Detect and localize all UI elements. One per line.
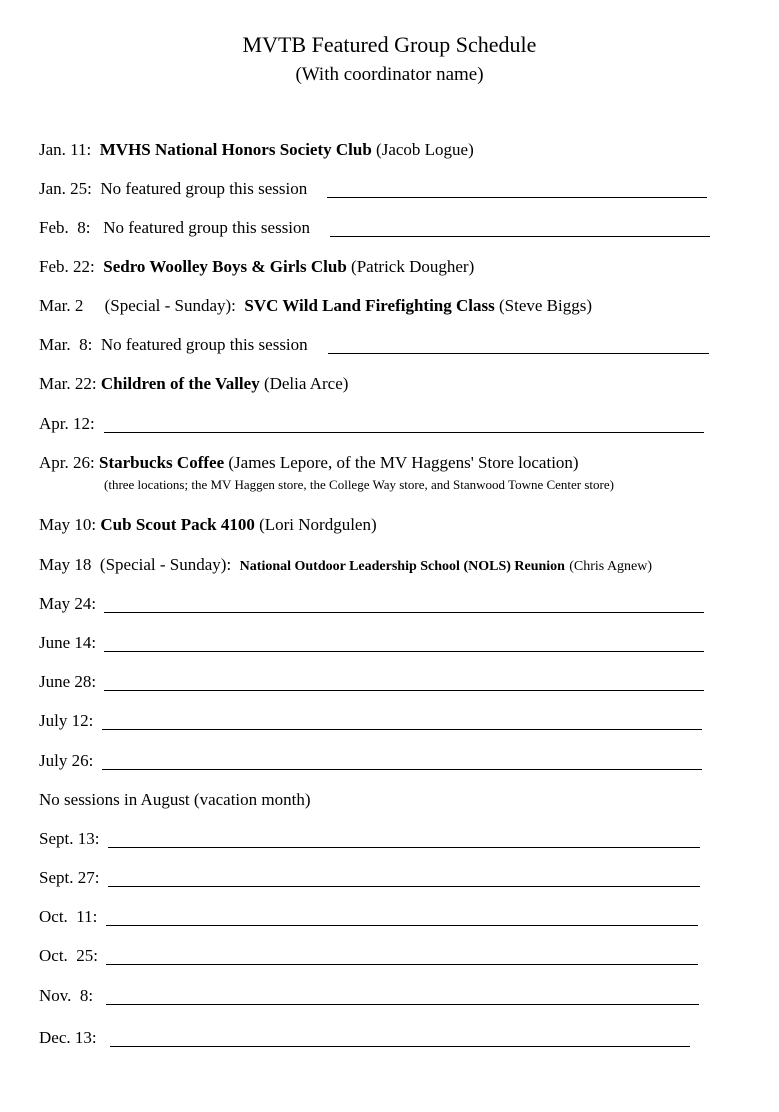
schedule-entry bbox=[39, 1028, 97, 1048]
blank-line bbox=[102, 769, 702, 770]
entry-date: Feb. 22: bbox=[39, 257, 95, 276]
entry-date: Jan. 11: bbox=[39, 140, 92, 159]
entry-date: Oct. 11: bbox=[39, 907, 98, 926]
schedule-entry bbox=[39, 555, 652, 575]
blank-line bbox=[330, 236, 710, 237]
entry-group: National Outdoor Leadership School (NOLS) Reunion bbox=[239, 559, 565, 574]
blank-line bbox=[108, 886, 700, 887]
entry-date: Mar. 2 bbox=[39, 296, 84, 315]
entry-date: May 18 bbox=[39, 555, 92, 574]
entry-date: Nov. 8: bbox=[39, 986, 94, 1005]
blank-line bbox=[106, 1004, 699, 1005]
entry-coordinator: (James Lepore, of the MV Haggens' Store location) bbox=[228, 453, 579, 472]
entry-coordinator: (Jacob Logue) bbox=[376, 140, 474, 159]
schedule-entry bbox=[39, 296, 592, 316]
schedule-entry bbox=[39, 868, 99, 888]
entry-coordinator: (Patrick Dougher) bbox=[351, 257, 475, 276]
entry-coordinator: (Delia Arce) bbox=[263, 374, 349, 393]
schedule-entry bbox=[39, 829, 99, 849]
schedule-entry bbox=[39, 711, 93, 731]
schedule-entry bbox=[39, 179, 307, 199]
entry-date: July 12: bbox=[39, 711, 94, 730]
entry-date: Feb. 8: bbox=[39, 218, 91, 237]
entry-coordinator: (Steve Biggs) bbox=[498, 296, 593, 315]
blank-line bbox=[108, 847, 700, 848]
entry-date: Jan. 25: bbox=[39, 179, 92, 198]
blank-line bbox=[106, 964, 698, 965]
blank-line bbox=[104, 432, 704, 433]
page-subtitle: (With coordinator name) bbox=[295, 64, 484, 85]
schedule-entry bbox=[39, 453, 579, 473]
entry-group: Sedro Woolley Boys & Girls Club bbox=[103, 257, 347, 276]
entry-group: MVHS National Honors Society Club bbox=[99, 140, 372, 159]
schedule-entry bbox=[39, 257, 474, 277]
schedule-entry bbox=[39, 335, 308, 355]
blank-line bbox=[104, 690, 704, 691]
entry-detail: (three locations; the MV Haggen store, the College Way store, and Stanwood Towne Center store) bbox=[104, 477, 614, 492]
entry-group: Starbucks Coffee bbox=[98, 453, 225, 472]
blank-line bbox=[102, 729, 702, 730]
entry-date: May 24: bbox=[39, 594, 97, 613]
blank-line bbox=[110, 1046, 690, 1047]
schedule-entry bbox=[39, 633, 96, 653]
entry-date: Dec. 13: bbox=[39, 1028, 97, 1047]
entry-note: No featured group this session bbox=[100, 179, 308, 198]
entry-date: Sept. 27: bbox=[39, 868, 100, 887]
entry-group: Cub Scout Pack 4100 bbox=[100, 515, 255, 534]
schedule-entry bbox=[39, 218, 310, 238]
schedule-entry bbox=[39, 986, 93, 1006]
schedule-entry bbox=[39, 374, 348, 394]
entry-note: No featured group this session bbox=[100, 335, 308, 354]
entry-coordinator: (Chris Agnew) bbox=[569, 559, 653, 574]
entry-special: (Special - Sunday): bbox=[99, 555, 232, 574]
entry-date: Mar. 22: bbox=[39, 374, 97, 393]
entry-group: SVC Wild Land Firefighting Class bbox=[244, 296, 495, 315]
blank-line bbox=[104, 612, 704, 613]
schedule-entry bbox=[39, 672, 96, 692]
entry-date: May 10: bbox=[39, 515, 97, 534]
schedule-entry bbox=[39, 907, 97, 927]
schedule-entry bbox=[39, 140, 474, 160]
entry-date: June 14: bbox=[39, 633, 97, 652]
entry-date: Apr. 12: bbox=[39, 414, 95, 433]
entry-date: Oct. 25: bbox=[39, 946, 99, 965]
entry-group: Children of the Valley bbox=[100, 374, 260, 393]
entry-coordinator: (Lori Nordgulen) bbox=[259, 515, 377, 534]
entry-date: Mar. 8: bbox=[39, 335, 93, 354]
blank-line bbox=[328, 353, 709, 354]
entry-date: June 28: bbox=[39, 672, 97, 691]
entry-special: (Special - Sunday): bbox=[104, 296, 236, 315]
entry-date: Sept. 13: bbox=[39, 829, 100, 848]
blank-line bbox=[106, 925, 698, 926]
schedule-entry bbox=[39, 594, 96, 614]
august-note: No sessions in August (vacation month) bbox=[39, 790, 311, 809]
entry-date: July 26: bbox=[39, 751, 94, 770]
page-title: MVTB Featured Group Schedule bbox=[242, 32, 537, 57]
entry-date: Apr. 26: bbox=[39, 453, 95, 472]
schedule-entry bbox=[39, 946, 98, 966]
blank-line bbox=[327, 197, 707, 198]
schedule-entry bbox=[39, 414, 95, 434]
blank-line bbox=[104, 651, 704, 652]
schedule-entry bbox=[39, 515, 377, 535]
schedule-entry bbox=[39, 751, 93, 771]
entry-note: No featured group this session bbox=[103, 218, 311, 237]
